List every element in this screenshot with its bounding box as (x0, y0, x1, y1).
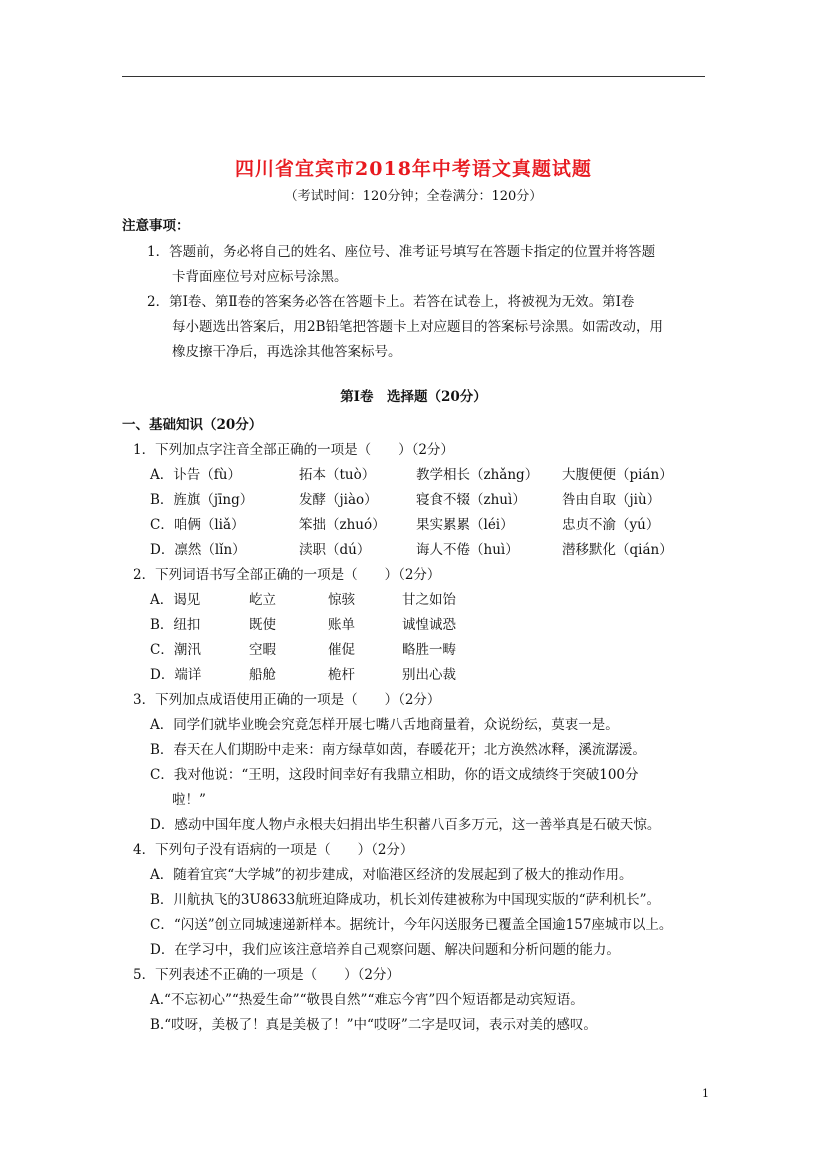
q3-option-b: B．春天在人们期盼中走来：南方绿草如茵，春暖花开；北方涣然冰释，溪流潺湲。 (150, 742, 646, 758)
q1-option-d-3: 诲人不倦（huì） (416, 542, 519, 558)
q1-option-d-1: D．凛然（lǐn） (150, 542, 246, 558)
notice-heading: 注意事项： (122, 218, 190, 234)
question-2-stem: 2．下列词语书写全部正确的一项是（ ）（2分） (133, 567, 441, 583)
q1-option-b-1: B．旌旗（jīng） (150, 492, 254, 508)
q2-option-d-1: D．端详 (150, 667, 202, 683)
notice-item-2-line-1: 2．第Ⅰ卷、第Ⅱ卷的答案务必答在答题卡上。若答在试卷上，将被视为无效。第Ⅰ卷 (147, 294, 635, 310)
q2-option-a-1: A．谒见 (150, 592, 201, 608)
q1-option-d-2: 渎职（dú） (299, 542, 371, 558)
q2-option-b-1: B．纽扣 (150, 617, 201, 633)
q5-option-b: B.“哎呀，美极了！真是美极了！”中“哎呀”二字是叹词，表示对美的感叹。 (150, 1017, 597, 1033)
q2-option-c-1: C．潮汛 (150, 642, 201, 658)
q1-option-d-4: 潜移默化（qián） (562, 542, 673, 558)
question-5-stem: 5．下列表述不正确的一项是（ ）（2分） (133, 967, 400, 983)
q3-option-c-line-1: C．我对他说：“王明，这段时间幸好有我鼎立相助，你的语文成绩终于突破100分 (150, 767, 639, 783)
q4-option-b: B．川航执飞的3U8633航班迫降成功，机长刘传建被称为中国现实版的“萨利机长”。 (150, 892, 661, 908)
notice-item-2-line-2: 每小题选出答案后，用2B铅笔把答题卡上对应题目的答案标号涂黑。如需改动，用 (172, 319, 664, 335)
q5-option-a: A.“不忘初心”“热爱生命”“敬畏自然”“难忘今宵”四个短语都是动宾短语。 (150, 992, 584, 1008)
q1-option-b-2: 发酵（jiào） (299, 492, 378, 508)
q1-option-a-2: 拓本（tuò） (299, 467, 376, 483)
q3-option-d: D．感动中国年度人物卢永根夫妇捐出毕生积蓄八百多万元，这一善举真是石破天惊。 (150, 817, 661, 833)
q3-option-c-line-2: 啦！” (172, 792, 206, 808)
page-number: 1 (702, 1087, 709, 1100)
q2-option-c-4: 略胜一畴 (402, 642, 456, 658)
q2-option-c-2: 空暇 (249, 642, 276, 658)
q2-option-d-3: 桅杆 (328, 667, 355, 683)
q2-option-b-2: 既使 (249, 617, 276, 633)
q1-option-a-1: A．讣告（fù） (150, 467, 241, 483)
question-3-stem: 3．下列加点成语使用正确的一项是（ ）（2分） (133, 692, 441, 708)
q1-option-b-4: 咎由自取（jiù） (562, 492, 661, 508)
q2-option-a-4: 甘之如饴 (402, 592, 456, 608)
notice-item-1-line-1: 1．答题前，务必将自己的姓名、座位号、准考证号填写在答题卡指定的位置并将答题 (147, 244, 656, 260)
question-4-stem: 4．下列句子没有语病的一项是（ ）（2分） (133, 842, 414, 858)
q3-option-a: A．同学们就毕业晚会究竟怎样开展七嘴八舌地商量着，众说纷纭，莫衷一是。 (150, 717, 619, 733)
part-title: 一、基础知识（20分） (122, 417, 263, 433)
q1-option-a-4: 大腹便便（pián） (562, 467, 673, 483)
q2-option-c-3: 催促 (328, 642, 355, 658)
q4-option-a: A．随着宜宾“大学城”的初步建成，对临港区经济的发展起到了极大的推动作用。 (150, 867, 633, 883)
q4-option-d: D．在学习中，我们应该注意培养自己观察问题、解决问题和分析问题的能力。 (150, 942, 620, 958)
q1-option-c-2: 笨拙（zhuó） (299, 517, 386, 533)
q1-option-b-3: 寝食不辍（zhuì） (416, 492, 526, 508)
q2-option-d-2: 船舱 (249, 667, 276, 683)
q2-option-d-4: 别出心裁 (402, 667, 456, 683)
q2-option-a-3: 惊骇 (328, 592, 355, 608)
q4-option-c: C．“闪送”创立同城速递新样本。据统计，今年闪送服务已覆盖全国逾157座城市以上。 (150, 917, 673, 933)
q2-option-b-3: 账单 (328, 617, 355, 633)
q1-option-c-4: 忠贞不渝（yú） (562, 517, 660, 533)
q2-option-a-2: 屹立 (249, 592, 276, 608)
header-rule (122, 76, 705, 77)
notice-item-1-line-2: 卡背面座位号对应标号涂黑。 (172, 269, 348, 285)
section-title: 第Ⅰ卷 选择题（20分） (340, 389, 487, 405)
q1-option-c-3: 果实累累（léi） (416, 517, 514, 533)
q1-option-c-1: C．咱俩（liǎ） (150, 517, 245, 533)
notice-item-2-line-3: 橡皮擦干净后，再选涂其他答案标号。 (172, 344, 402, 360)
exam-info: （考试时间：120分钟；全卷满分：120分） (284, 189, 543, 204)
question-1-stem: 1．下列加点字注音全部正确的一项是（ ）（2分） (133, 442, 454, 458)
q1-option-a-3: 教学相长（zhǎng） (416, 467, 539, 483)
page-title: 四川省宜宾市2018年中考语文真题试题 (235, 158, 592, 180)
q2-option-b-4: 诚惶诚恐 (402, 617, 456, 633)
